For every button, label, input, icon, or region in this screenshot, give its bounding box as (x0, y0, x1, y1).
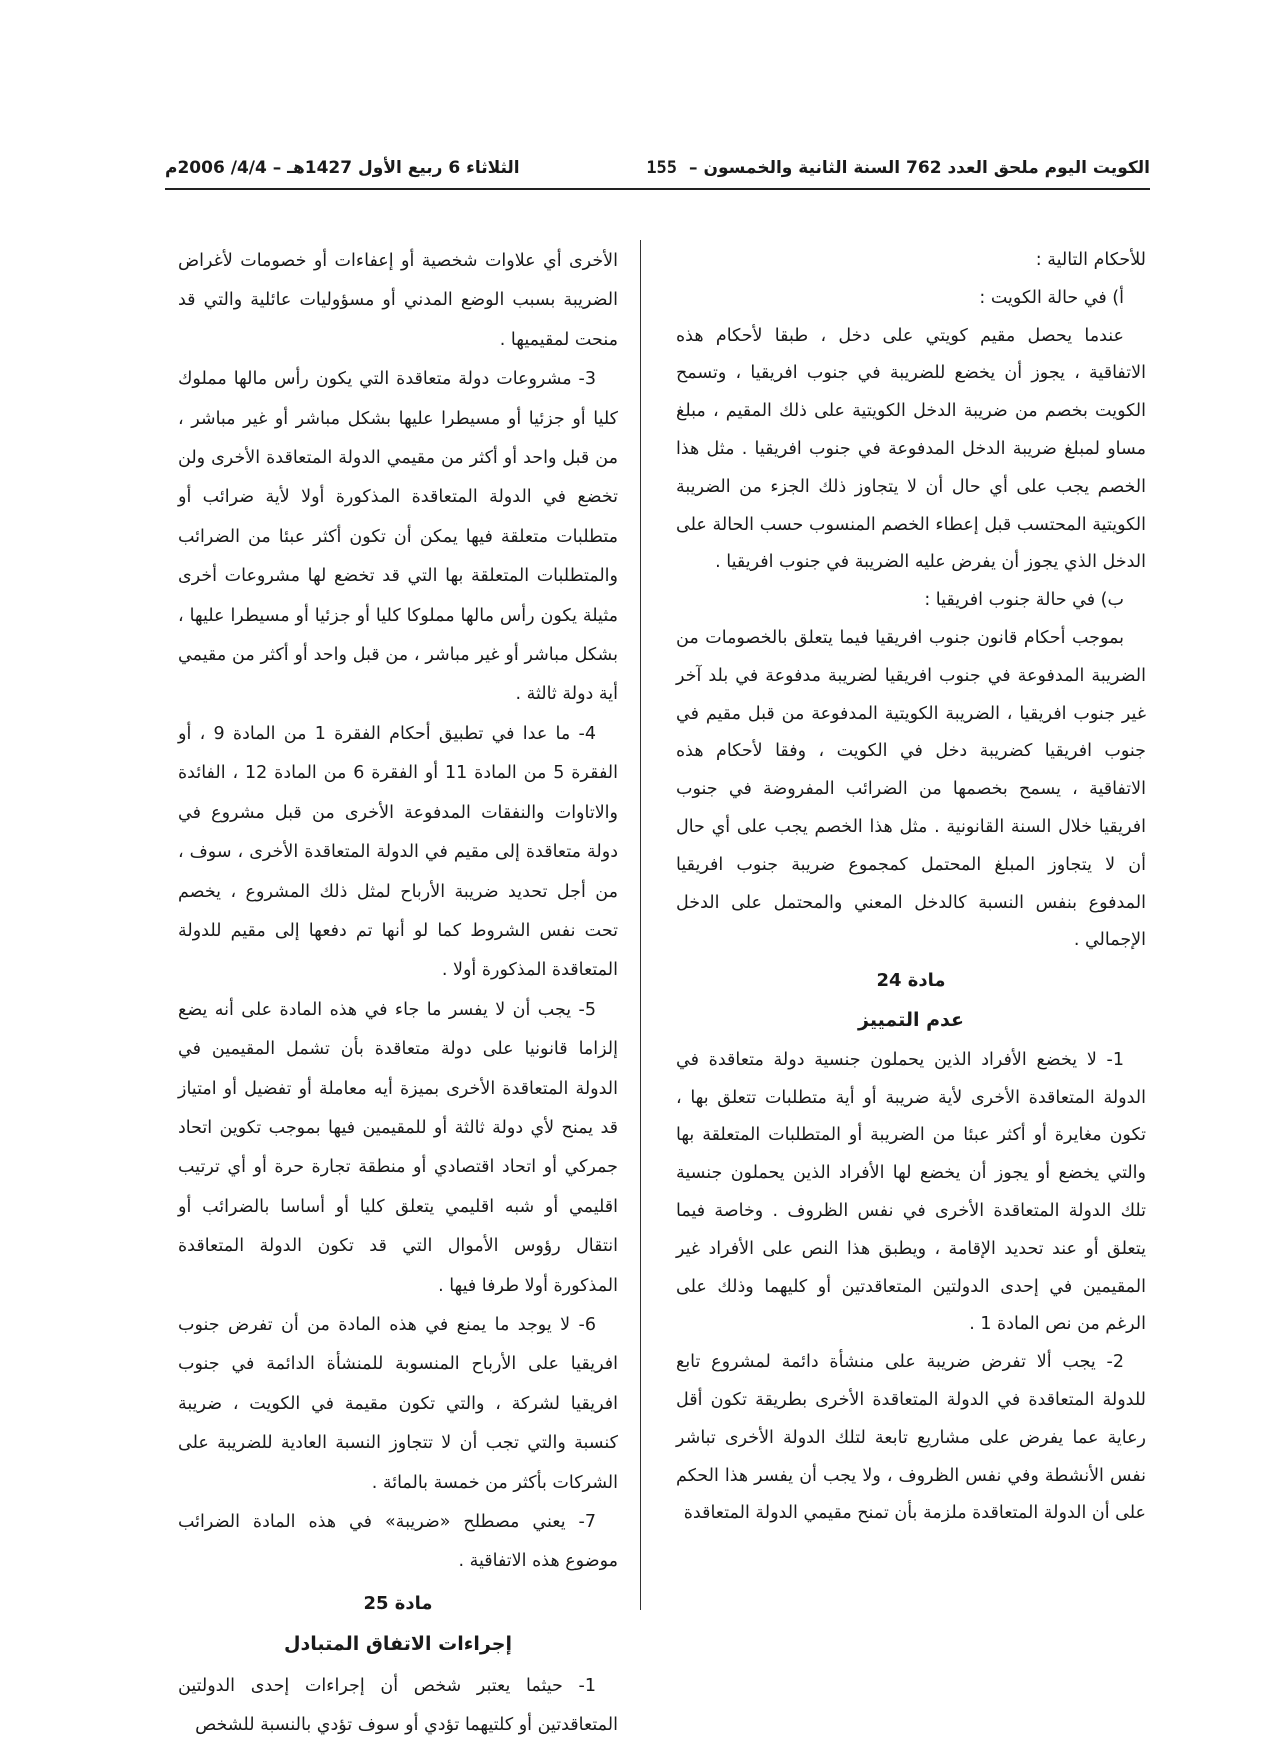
publication-title: الكويت اليوم ملحق العدد 762 السنة الثانية والخمسون – (689, 158, 1150, 178)
paragraph: 3- مشروعات دولة متعاقدة التي يكون رأس مالها مملوك كليا أو جزئيا أو مسيطرا عليها بشكل مباشر أو غير مباشر ، من قبل واحد أو أكثر من مقيمي الدولة المتعاقدة الأخرى ولن تخضع في الدولة المتعاقدة المذكورة أولا لأية ضرائب أو متطلبات متعلقة فيها يمكن أن تكون أكثر عبئا من الضرائب والمتطلبات المتعلقة بها التي قد تخضع لها مشروعات أخرى مثيلة يكون رأس مالها مملوكا كليا أو جزئيا أو مسيطرا عليها ، بشكل مباشر أو غير مباشر ، من قبل واحد أو أكثر من مقيمي أية دولة ثالثة . (178, 369, 618, 705)
column-divider (640, 240, 641, 1610)
right-column (676, 242, 1146, 1533)
paragraph: الأخرى أي علاوات شخصية أو إعفاءات أو خصومات لأغراض الضريبة بسبب الوضع المدني أو مسؤوليات عائلية والتي قد منحت لمقيميها . (178, 251, 618, 350)
paragraph: 5- يجب أن لا يفسر ما جاء في هذه المادة على أنه يضع إلزاما قانونيا على دولة متعاقدة بأن تشمل المقيمين في الدولة المتعاقدة الأخرى بميزة أيه معاملة أو تفضيل أو امتياز قد يمنح لأي دولة ثالثة أو للمقيمين فيها بموجب تكوين اتحاد جمركي أو اتحاد اقتصادي أو منطقة تجارة حرة أو أي ترتيب اقليمي أو شبه اقليمي يتعلق كليا أو أساسا بالضرائب أو انتقال رؤوس الأموال التي قد تكون الدولة المتعاقدة المذكورة أولا طرفا فيها . (178, 999, 618, 1296)
paragraph: أ) في حالة الكويت : (979, 287, 1124, 308)
paragraph: 2- يجب ألا تفرض ضريبة على منشأة دائمة لمشروع تابع للدولة المتعاقدة في الدولة المتعاقدة الأخرى بطريقة تكون أقل رعاية عما يفرض على مشاريع تابعة لتلك الدولة الأخرى تباشر نفس الأنشطة وفي نفس الظروف ، ولا يجب أن يفسر هذا الحكم على أن الدولة المتعاقدة ملزمة بأن تمنح مقيمي الدولة المتعاقدة (676, 1352, 1146, 1524)
paragraph: ب) في حالة جنوب افريقيا : (924, 590, 1124, 611)
paragraph: 6- لا يوجد ما يمنع في هذه المادة من أن تفرض جنوب افريقيا على الأرباح المنسوبة للمنشأة الدائمة في جنوب افريقيا لشركة ، والتي تكون مقيمة في الكويت ، ضريبة كنسبة والتي تجب أن لا تتجاوز النسبة العادية للضريبة على الشركات بأكثر من خمسة بالمائة . (178, 1314, 618, 1493)
paragraph: 1- حيثما يعتبر شخص أن إجراءات إحدى الدولتين المتعاقدتين أو كلتيهما تؤدي أو سوف تؤدي بالنسبة للشخص (178, 1675, 618, 1736)
article-heading: إجراءات الاتفاق المتبادل (284, 1633, 512, 1656)
article-heading: عدم التمييز (858, 1008, 964, 1031)
paragraph: للأحكام التالية : (1035, 250, 1146, 270)
left-column (178, 242, 618, 1745)
page-number: 155 (646, 158, 678, 178)
paragraph: 1- لا يخضع الأفراد الذين يحملون جنسية دولة متعاقدة في الدولة المتعاقدة الأخرى لأية ضريبة أو أية متطلبات تتعلق بها ، تكون مغايرة أو أكثر عبئا من الضريبة أو المتطلبات المتعلقة بها والتي يخضع أو يجوز أن يخضع لها الأفراد الذين يحملون جنسية تلك الدولة المتعاقدة الأخرى في نفس الظروف . وخاصة فيما يتعلق أو عند تحديد الإقامة ، ويطبق هذا النص على الأفراد غير المقيمين في إحدى الدولتين المتعاقدتين أو كليهما وذلك على الرغم من نص المادة 1 . (676, 1049, 1146, 1335)
article-title: مادة 24 (876, 970, 946, 992)
header-date: الثلاثاء 6 ربيع الأول 1427هـ – 4/4/ 2006م (165, 158, 520, 178)
page-header (165, 148, 1150, 190)
article-title: مادة 25 (363, 1592, 433, 1614)
paragraph: 4- ما عدا في تطبيق أحكام الفقرة 1 من المادة 9 ، أو الفقرة 5 من المادة 11 أو الفقرة 6 من المادة 12 ، الفائدة والاتاوات والنفقات المدفوعة الأخرى من قبل مشروع في دولة متعاقدة إلى مقيم في الدولة المتعاقدة الأخرى ، سوف ، من أجل تحديد ضريبة الأرباح لمثل ذلك المشروع ، يخصم تحت نفس الشروط كما لو أنها تم دفعها إلى مقيم للدولة المتعاقدة المذكورة أولا . (178, 723, 618, 981)
header-right (634, 158, 1150, 178)
paragraph: بموجب أحكام قانون جنوب افريقيا فيما يتعلق بالخصومات من الضريبة المدفوعة في جنوب افريقيا لضريبة مدفوعة في بلد آخر غير جنوب افريقيا ، الضريبة الكويتية المدفوعة من قبل مقيم في جنوب افريقيا كضريبة دخل في الكويت ، وفقا لأحكام هذه الاتفاقية ، يسمح بخصمها من الضرائب المفروضة في جنوب افريقيا خلال السنة القانونية . مثل هذا الخصم يجب على أي حال أن لا يتجاوز المبلغ المحتمل كمجموع ضريبة جنوب افريقيا المدفوع بنفس النسبة كالدخل المعني والمحتمل على الدخل الإجمالي . (676, 627, 1146, 951)
paragraph: عندما يحصل مقيم كويتي على دخل ، طبقا لأحكام هذه الاتفاقية ، يجوز أن يخضع للضريبة في جنوب افريقيا ، وتسمح الكويت بخصم من ضريبة الدخل الكويتية على ذلك المقيم ، مبلغ مساو لمبلغ ضريبة الدخل المدفوعة في جنوب افريقيا . مثل هذا الخصم يجب على أي حال أن لا يتجاوز ذلك الجزء من الضريبة الكويتية المحتسب قبل إعطاء الخصم المنسوب حسب الحالة على الدخل الذي يجوز أن يفرض عليه الضريبة في جنوب افريقيا . (676, 325, 1146, 573)
paragraph: 7- يعني مصطلح «ضريبة» في هذه المادة الضرائب موضوع هذه الاتفاقية . (178, 1512, 618, 1572)
